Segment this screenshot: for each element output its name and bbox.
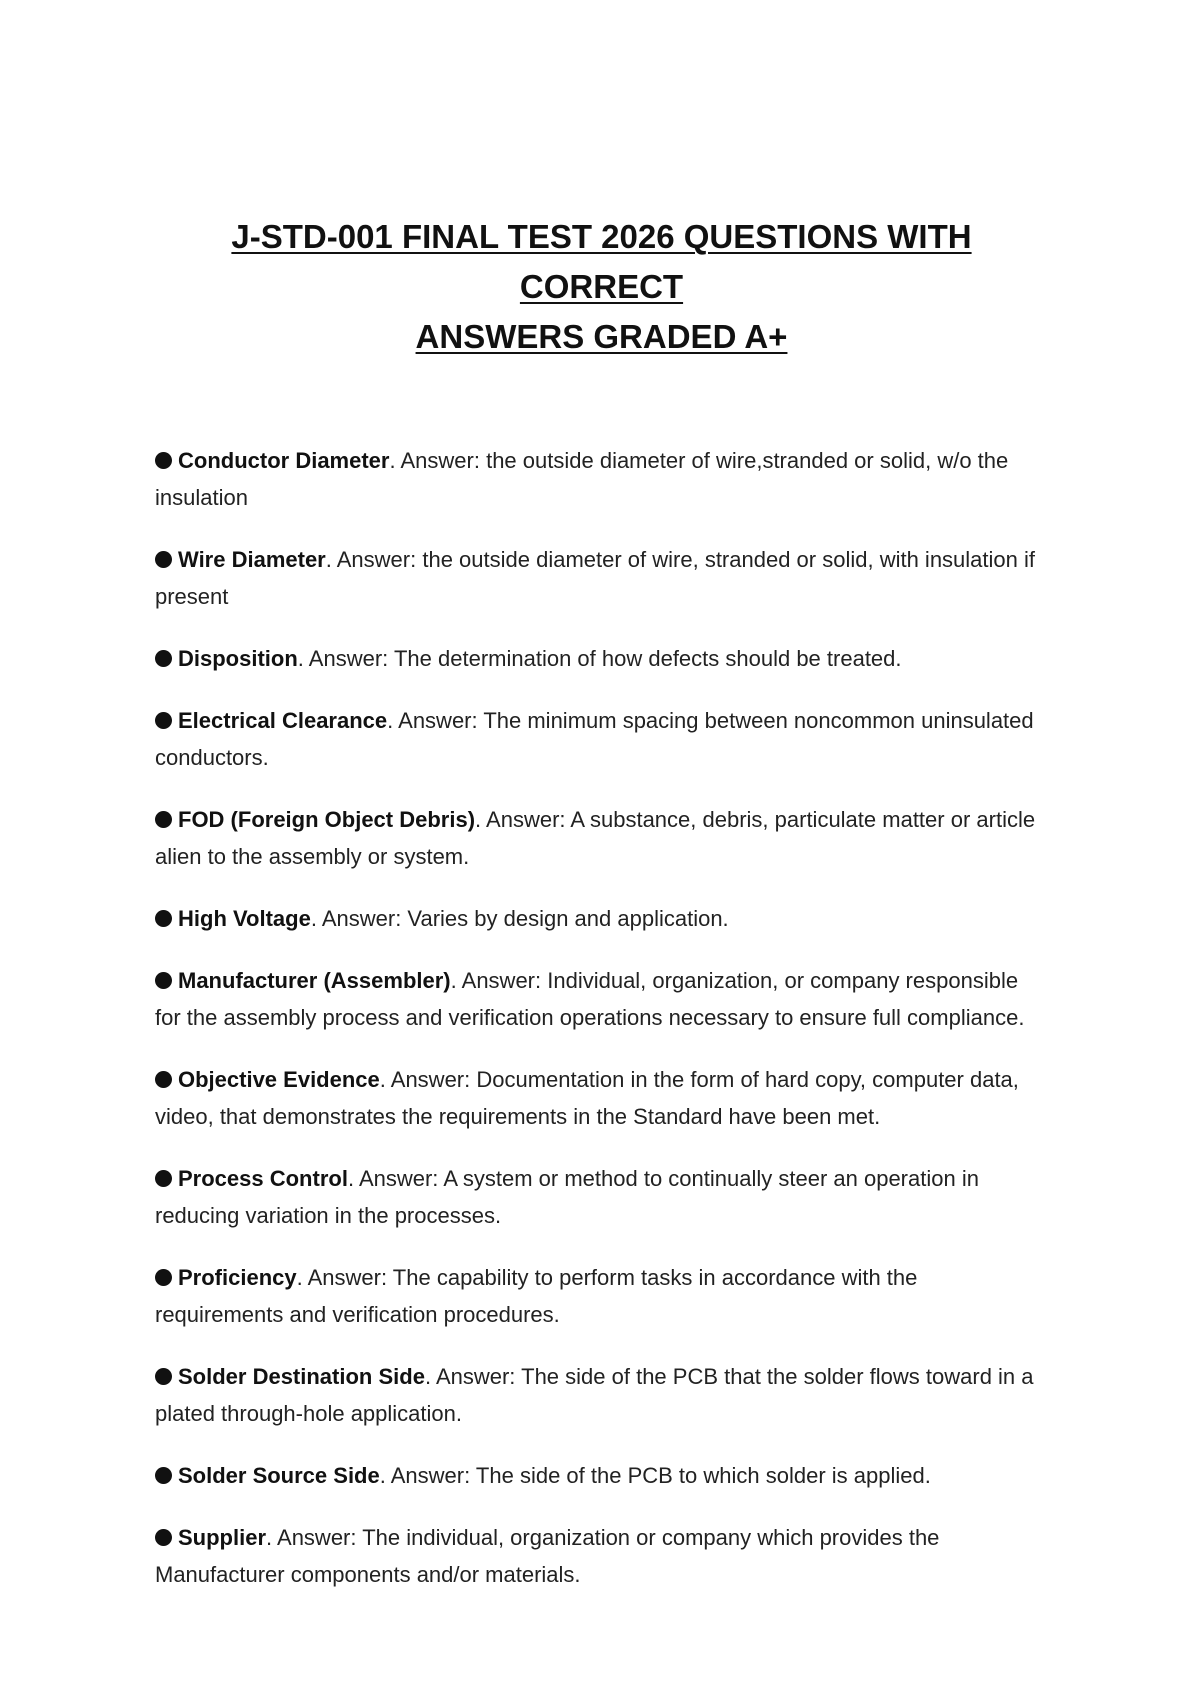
answer-text: . Answer: The capability to perform tasks in accordance with the requirements and verification procedures.	[155, 1265, 918, 1327]
answer-text: . Answer: The determination of how defects should be treated.	[297, 646, 902, 671]
term-label: Objective Evidence	[178, 1067, 380, 1092]
bullet-icon	[155, 972, 172, 989]
qa-item-high-voltage	[155, 900, 1048, 937]
bullet-icon	[155, 712, 172, 729]
answer-text: . Answer: The side of the PCB that the solder flows toward in a plated through-hole application.	[155, 1364, 1034, 1426]
term-label: Manufacturer (Assembler)	[178, 968, 451, 993]
term-label: Process Control	[178, 1166, 348, 1191]
bullet-icon	[155, 1170, 172, 1187]
term-label: Wire Diameter	[178, 547, 326, 572]
qa-item-disposition	[155, 640, 1048, 677]
bullet-icon	[155, 1529, 172, 1546]
bullet-icon	[155, 551, 172, 568]
answer-text: . Answer: the outside diameter of wire, stranded or solid, with insulation if present	[155, 547, 1035, 609]
answer-text: . Answer: Individual, organization, or company responsible for the assembly process and verification operations necessary to ensure full compliance.	[155, 968, 1025, 1030]
bullet-icon	[155, 1467, 172, 1484]
answer-text: . Answer: the outside diameter of wire,stranded or solid, w/o the insulation	[155, 448, 1009, 510]
term-label: Solder Source Side	[178, 1463, 380, 1488]
answer-text: . Answer: The minimum spacing between noncommon uninsulated conductors.	[155, 708, 1034, 770]
answer-text: . Answer: Documentation in the form of hard copy, computer data, video, that demonstrates the requirements in the Standard have been met.	[155, 1067, 1019, 1129]
qa-item-supplier	[155, 1519, 1048, 1593]
term-label: High Voltage	[178, 906, 311, 931]
term-label: Solder Destination Side	[178, 1364, 425, 1389]
term-label: Disposition	[178, 646, 298, 671]
qa-item-conductor-diameter	[155, 442, 1048, 516]
term-label: Supplier	[178, 1525, 267, 1550]
term-label: FOD (Foreign Object Debris)	[178, 807, 476, 832]
term-label: Electrical Clearance	[178, 708, 388, 733]
term-label: Proficiency	[178, 1265, 297, 1290]
bullet-icon	[155, 1368, 172, 1385]
term-label: Conductor Diameter	[178, 448, 390, 473]
qa-item-solder-destination-side	[155, 1358, 1048, 1432]
qa-item-proficiency	[155, 1259, 1048, 1333]
answer-text: . Answer: Varies by design and application.	[310, 906, 729, 931]
title-line-1: J-STD-001 FINAL TEST 2026 QUESTIONS WITH CORRECT	[231, 218, 972, 305]
qa-item-manufacturer	[155, 962, 1048, 1036]
qa-item-electrical-clearance	[155, 702, 1048, 776]
qa-item-wire-diameter	[155, 541, 1048, 615]
qa-list	[155, 442, 1048, 1593]
bullet-icon	[155, 452, 172, 469]
bullet-icon	[155, 811, 172, 828]
qa-item-fod	[155, 801, 1048, 875]
bullet-icon	[155, 1269, 172, 1286]
document-title	[155, 212, 1048, 362]
qa-item-solder-source-side	[155, 1457, 1048, 1494]
answer-text: . Answer: The individual, organization or company which provides the Manufacturer components and/or materials.	[155, 1525, 940, 1587]
title-line-2: ANSWERS GRADED A+	[415, 318, 788, 355]
answer-text: . Answer: A substance, debris, particulate matter or article alien to the assembly or system.	[155, 807, 1036, 869]
answer-text: . Answer: A system or method to continually steer an operation in reducing variation in the processes.	[155, 1166, 979, 1228]
answer-text: . Answer: The side of the PCB to which solder is applied.	[379, 1463, 931, 1488]
bullet-icon	[155, 910, 172, 927]
qa-item-objective-evidence	[155, 1061, 1048, 1135]
bullet-icon	[155, 650, 172, 667]
bullet-icon	[155, 1071, 172, 1088]
qa-item-process-control	[155, 1160, 1048, 1234]
